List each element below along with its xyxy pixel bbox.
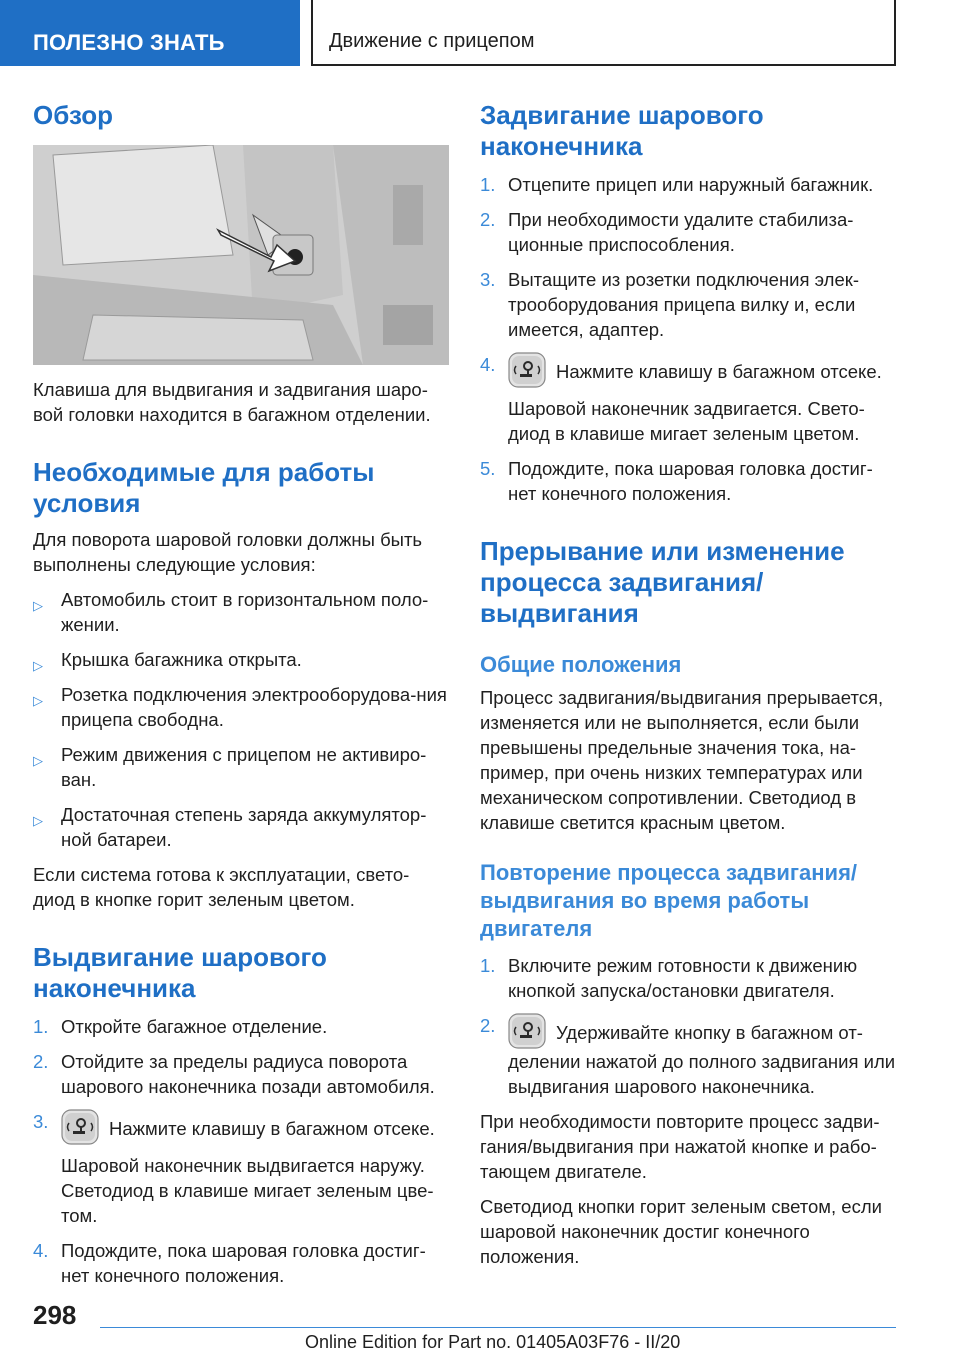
overview-heading: Обзор [33, 100, 113, 130]
page-number: 298 [33, 1300, 77, 1330]
step-item: 3. Нажмите клавишу в багажном отсеке. Шаровой наконечник выдвигается наружу. Светодиод в клавише мигает зеленым цве-том. [33, 1111, 435, 1226]
extend-steps [33, 1014, 449, 1288]
section-title: ПОЛЕЗНО ЗНАТЬ [0, 0, 300, 66]
chapter-title: Движение с прицепом [311, 0, 896, 66]
bullet-triangle-icon: ▷ [33, 813, 43, 828]
bullet-triangle-icon: ▷ [33, 693, 43, 708]
list-item: ▷ Достаточная степень заряда аккумулятор-ной батареи. [33, 804, 427, 850]
tow-hitch-button-icon [508, 352, 546, 388]
footer-divider [100, 1327, 896, 1328]
page-header [0, 0, 960, 66]
right-column [480, 100, 896, 1269]
step-item: 5. Подождите, пока шаровая головка достиг-нет конечного положения. [480, 458, 873, 504]
repeat-heading: Повторение процесса задвигания/ выдвигания во время работы двигателя [480, 860, 858, 941]
list-item: ▷ Розетка подключения электрооборудова-ния прицепа свободна. [33, 684, 447, 730]
step-item: 4. Нажмите клавишу в багажном отсеке. Шаровой наконечник задвигается. Свето-диод в клавише мигает зеленым цветом. [480, 354, 882, 444]
step-item: 1. Откройте багажное отделение. [33, 1016, 328, 1037]
tow-hitch-button-icon [61, 1109, 99, 1145]
repeat-steps [480, 953, 896, 1099]
tow-hitch-button-icon [508, 1013, 546, 1049]
step-item: 1. Включите режим готовности к движению кнопкой запуска/остановки двигателя. [480, 955, 858, 1001]
requirements-list [33, 587, 449, 852]
list-item: ▷ Крышка багажника открыта. [33, 647, 449, 672]
overview-caption: Клавиша для выдвигания и задвигания шаро-вой головки находится в багажном отделении. [33, 379, 431, 425]
step-item: 2. При необходимости удалите стабилиза-ционные приспособления. [480, 209, 854, 255]
list-item: ▷ Режим движения с прицепом не активиро-ван. [33, 744, 427, 790]
requirements-heading: Необходимые для работы условия [33, 457, 375, 518]
repeat-led-text: Светодиод кнопки горит зеленым светом, если шаровой наконечник достиг конечного положения. [480, 1196, 882, 1267]
repeat-text: При необходимости повторите процесс задви-гания/выдвигания при нажатой кнопке и рабо-тающем двигателе. [480, 1111, 880, 1182]
step-item: 2. Отойдите за пределы радиуса поворота шарового наконечника позади автомобиля. [33, 1051, 435, 1097]
interrupt-heading: Прерывание или изменение процесса задвигания/ выдвигания [480, 536, 845, 628]
retract-heading: Задвигание шарового наконечника [480, 100, 764, 161]
requirements-intro: Для поворота шаровой головки должны быть выполнены следующие условия: [33, 529, 423, 575]
bullet-triangle-icon: ▷ [33, 658, 43, 673]
requirements-note: Если система готова к эксплуатации, свето-диод в кнопке горит зеленым цветом. [33, 864, 410, 910]
extend-heading: Выдвигание шарового наконечника [33, 942, 327, 1003]
bullet-triangle-icon: ▷ [33, 753, 43, 768]
general-heading: Общие положения [480, 652, 682, 677]
trunk-photo [33, 145, 449, 365]
retract-steps [480, 172, 896, 506]
step-item: 1. Отцепите прицеп или наружный багажник. [480, 174, 874, 195]
bullet-triangle-icon: ▷ [33, 598, 43, 613]
general-text: Процесс задвигания/выдвигания прерывается, изменяется или не выполняется, если были превышены предельные значения тока, на-пример, при очень низких температурах или механическом сопротивлении. Светодиод в клавише светится красным цветом. [480, 687, 884, 833]
left-column [33, 100, 449, 1288]
step-item: 4. Подождите, пока шаровая головка достиг-нет конечного положения. [33, 1240, 426, 1286]
edition-note: Online Edition for Part no. 01405A03F76 - II/20 [305, 1332, 681, 1352]
step-item: 3. Вытащите из розетки подключения элек-трооборудования прицепа вилку и, если имеется, адаптер. [480, 269, 860, 340]
step-item: 2. Удерживайте кнопку в багажном от-делении нажатой до полного задвигания или выдвигания шарового наконечника. [480, 1015, 896, 1097]
list-item: ▷ Автомобиль стоит в горизонтальном поло-жении. [33, 589, 429, 635]
